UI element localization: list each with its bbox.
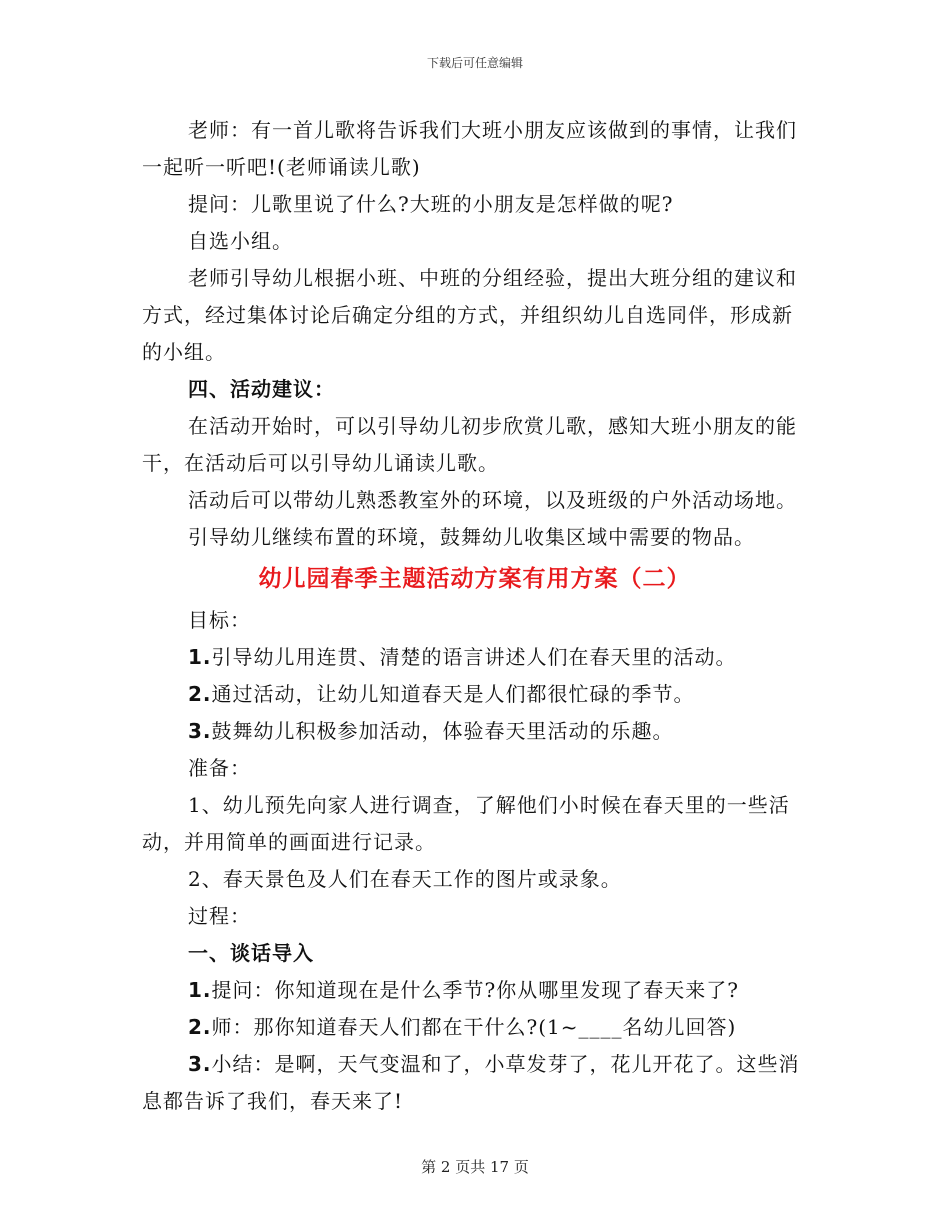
document-body	[142, 112, 807, 1120]
page-header: 下载后可任意编辑	[426, 56, 523, 70]
paragraph	[142, 713, 807, 750]
page-footer: 第 2 页共 17 页	[421, 1158, 529, 1176]
section-heading	[142, 371, 807, 408]
section-heading	[142, 935, 807, 972]
paragraph-text: 幼儿园春季主题活动方案有用方案（二）	[258, 565, 691, 592]
paragraph	[142, 223, 807, 260]
paragraph-text: 2、春天景色及人们在春天工作的图片或录象。	[188, 867, 622, 891]
paragraph-text: 自选小组。	[188, 229, 293, 253]
paragraph	[142, 112, 807, 186]
paragraph-text: 准备：	[188, 756, 251, 780]
list-number: 2.	[188, 682, 212, 706]
paragraph-text: 目标：	[188, 608, 251, 632]
paragraph	[142, 1009, 807, 1046]
paragraph-text: 提问：你知道现在是什么季节?你从哪里发现了春天来了?	[211, 978, 739, 1002]
paragraph	[142, 260, 807, 371]
paragraph-text: 一、谈话导入	[188, 941, 314, 965]
paragraph	[142, 898, 807, 935]
list-number: 3.	[188, 719, 212, 743]
paragraph	[142, 1046, 807, 1120]
list-number: 1.	[188, 978, 212, 1002]
paragraph-text: 通过活动，让幼儿知道春天是人们都很忙碌的季节。	[211, 682, 695, 706]
paragraph-text: 1、幼儿预先向家人进行调查，了解他们小时候在春天里的一些活动，并用简单的画面进行记录。	[142, 793, 790, 854]
paragraph-text: 在活动开始时，可以引导幼儿初步欣赏儿歌，感知大班小朋友的能干，在活动后可以引导幼儿诵读儿歌。	[142, 414, 797, 475]
paragraph-text: 小结：是啊，天气变温和了，小草发芽了，花儿开花了。这些消息都告诉了我们，春天来了!	[142, 1052, 800, 1113]
paragraph	[142, 186, 807, 223]
section-title	[142, 557, 807, 601]
paragraph	[142, 602, 807, 639]
paragraph	[142, 482, 807, 519]
paragraph-text: 四、活动建议：	[188, 377, 335, 401]
list-number: 1.	[188, 645, 212, 669]
paragraph-text: 引导幼儿继续布置的环境，鼓舞幼儿收集区域中需要的物品。	[188, 525, 755, 549]
paragraph-text: 师：那你知道春天人们都在干什么?(1~____名幼儿回答)	[211, 1015, 737, 1039]
paragraph-text: 鼓舞幼儿积极参加活动，体验春天里活动的乐趣。	[211, 719, 674, 743]
paragraph-text: 老师：有一首儿歌将告诉我们大班小朋友应该做到的事情，让我们一起听一听吧!(老师诵读儿歌)	[142, 118, 797, 179]
paragraph	[142, 861, 807, 898]
paragraph-text: 提问：儿歌里说了什么?大班的小朋友是怎样做的呢?	[188, 192, 674, 216]
list-number: 2.	[188, 1015, 212, 1039]
paragraph-text: 老师引导幼儿根据小班、中班的分组经验，提出大班分组的建议和方式，经过集体讨论后确定分组的方式，并组织幼儿自选同伴，形成新的小组。	[142, 266, 797, 364]
list-number: 3.	[188, 1052, 212, 1076]
paragraph	[142, 639, 807, 676]
paragraph-text: 引导幼儿用连贯、清楚的语言讲述人们在春天里的活动。	[211, 645, 737, 669]
paragraph	[142, 750, 807, 787]
paragraph	[142, 519, 807, 556]
paragraph-text: 过程：	[188, 904, 251, 928]
paragraph-text: 活动后可以带幼儿熟悉教室外的环境，以及班级的户外活动场地。	[188, 488, 797, 512]
paragraph	[142, 676, 807, 713]
paragraph	[142, 787, 807, 861]
paragraph	[142, 408, 807, 482]
paragraph	[142, 972, 807, 1009]
